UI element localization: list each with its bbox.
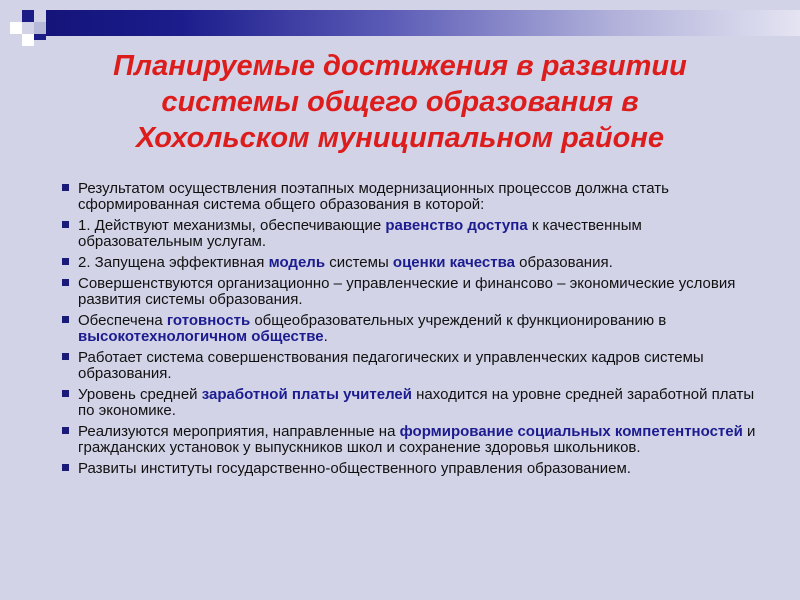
highlighted-text: оценки качества — [392, 254, 515, 271]
list-item-text: Обеспечена — [78, 312, 167, 329]
bullet-square-icon — [62, 353, 69, 360]
list-item — [62, 313, 762, 345]
list-item — [62, 276, 762, 308]
bullet-list — [62, 181, 762, 482]
list-item — [62, 255, 762, 271]
highlighted-text: равенство доступа — [385, 217, 528, 234]
list-item — [62, 461, 762, 477]
title-line: Хохольском муниципальном районе — [135, 122, 665, 154]
list-item-text: общеобразовательных учреждений к функционированию в — [250, 312, 667, 329]
decor-square — [22, 10, 34, 22]
highlighted-text: модель — [268, 254, 326, 271]
highlighted-text: высокотехнологичном обществе — [78, 328, 324, 345]
title-line: Планируемые достижения в развитии — [113, 50, 687, 82]
list-item-text: системы — [325, 254, 393, 271]
list-item-text: . — [323, 328, 328, 345]
bullet-square-icon — [62, 184, 69, 191]
bullet-square-icon — [62, 258, 69, 265]
decor-square — [34, 22, 46, 34]
list-item — [62, 350, 762, 382]
bullet-square-icon — [62, 464, 69, 471]
list-item-text: и гражданских установок у выпускников школ и сохранение здоровья школьников. — [78, 423, 756, 456]
title-line: системы общего образования в — [161, 86, 639, 118]
decor-square — [22, 34, 34, 46]
decor-square — [10, 22, 22, 34]
highlighted-text: заработной платы учителей — [201, 386, 412, 403]
list-item-text: находится на уровне средней заработной платы по экономике. — [78, 386, 755, 419]
list-item-text: Результатом осуществления поэтапных модернизационных процессов должна стать сформированная система общего образования в которой: — [78, 180, 669, 213]
bullet-square-icon — [62, 316, 69, 323]
highlighted-text: готовность — [166, 312, 251, 329]
bullet-square-icon — [62, 390, 69, 397]
bullet-square-icon — [62, 427, 69, 434]
list-item — [62, 424, 762, 456]
list-item-text: Совершенствуются организационно – управленческие и финансово – экономические условия развития системы образования. — [78, 275, 736, 308]
list-item-text: 1. Действуют механизмы, обеспечивающие — [78, 217, 386, 234]
list-item-text: образования. — [514, 254, 613, 271]
header-gradient-bar — [46, 10, 800, 36]
list-item-text: к качественным образовательным услугам. — [78, 217, 642, 250]
bullet-square-icon — [62, 279, 69, 286]
bullet-square-icon — [62, 221, 69, 228]
list-item — [62, 218, 762, 250]
list-item-text: 2. Запущена эффективная — [78, 254, 269, 271]
list-item-text: Уровень средней — [78, 386, 202, 403]
decor-square — [34, 34, 46, 40]
list-item-text: Работает система совершенствования педагогических и управленческих кадров системы образования. — [78, 349, 704, 382]
list-item-text: Развиты институты государственно-общественного управления образованием. — [78, 460, 631, 477]
list-item-text: Реализуются мероприятия, направленные на — [78, 423, 400, 440]
list-item — [62, 181, 762, 213]
highlighted-text: формирование социальных компетентностей — [399, 423, 743, 440]
list-item — [62, 387, 762, 419]
slide-title — [60, 48, 740, 156]
